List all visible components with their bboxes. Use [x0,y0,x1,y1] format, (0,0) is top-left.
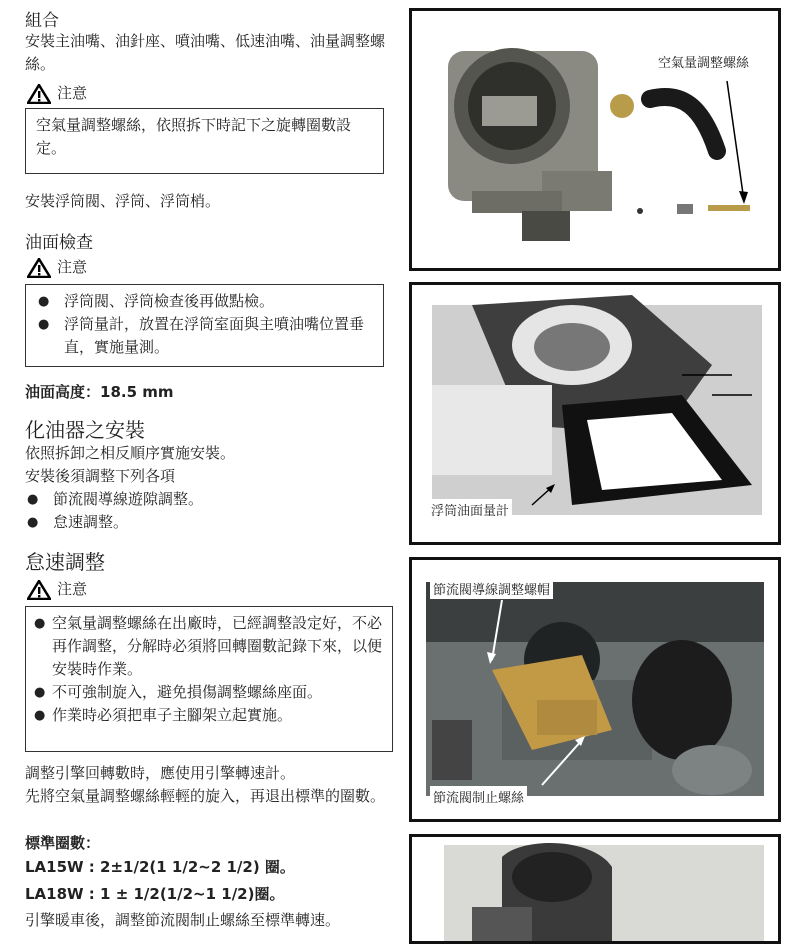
label-throttle-stop-screw: 節流閥制止螺絲 [430,786,527,807]
list-item: ● 節流閥導線遊隙調整。 [27,490,204,508]
figure-float-gauge [409,282,781,545]
list-item: ● 浮筒閥、浮筒檢查後再做點檢。 [38,292,275,310]
oil-level-heading: 油面檢查 [25,233,93,253]
install-line2: 安裝後須調整下列各項 [25,467,176,485]
list-item: ● 空氣量調整螺絲在出廠時，已經調整設定好，不必再作調整，分解時必須將回轉圈數記錄下來，以便安裝時作業。 [34,614,383,678]
idle-heading: 怠速調整 [25,550,105,574]
list-item: ● 不可強制旋入，避免損傷調整螺絲座面。 [34,683,323,701]
caution-label-3 [27,578,87,601]
idle-caution-box [25,606,393,752]
list-item: ● 作業時必須把車子主腳架立起實施。 [34,706,293,724]
list-item: ● 怠速調整。 [27,513,129,531]
warning-icon [27,580,51,600]
warning-icon [27,84,51,104]
caution-label [27,82,87,105]
oil-level-caution-box [25,284,384,367]
caution-box-text: 空氣量調整螺絲，依照拆下時記下之旋轉圈數設定。 [36,116,352,157]
idle-para1: 調整引擎回轉數時，應使用引擎轉速計。 [25,764,296,782]
list-item: ● 浮筒量計，放置在浮筒室面與主噴油嘴位置垂直，實施量測。 [38,315,365,356]
figure-4-photo [412,837,778,941]
caution-text: 注意 [57,258,88,276]
figure-carburetor-parts [409,8,781,271]
idle-final: 引擎暖車後，調整節流閥制止螺絲至標準轉速。 [25,911,341,929]
warning-icon [27,258,51,278]
float-install-text: 安裝浮筒閥、浮筒、浮筒梢。 [25,192,221,210]
caution-label-2 [27,256,87,279]
install-line1: 依照拆卸之相反順序實施安裝。 [25,444,236,462]
figure-throttle-adjust [409,557,781,822]
oil-height-value: 油面高度：18.5 mm [25,383,174,401]
la15w-spec: LA15W : 2±1/2(1 1/2~2 1/2) 圈。 [25,858,295,876]
assembly-body: 安裝主油嘴、油針座、噴油嘴、低速油嘴、油量調整螺絲。 [25,32,386,73]
figure-4 [409,834,781,944]
caution-text: 注意 [57,84,88,102]
label-float-gauge: 浮筒油面量計 [428,499,512,520]
label-throttle-cable-nut: 節流閥導線調整螺帽 [430,578,553,599]
carburetor-photo [412,11,778,268]
caution-box [25,108,384,174]
std-turns-label: 標準圈數： [25,834,101,852]
la18w-spec: LA18W : 1 ± 1/2(1/2~1 1/2)圈。 [25,885,285,903]
idle-para2: 先將空氣量調整螺絲輕輕的旋入，再退出標準的圈數。 [25,787,386,805]
label-air-screw: 空氣量調整螺絲 [655,51,752,72]
assembly-heading: 組合 [25,11,59,31]
caution-text: 注意 [57,580,88,598]
install-list [25,488,203,534]
install-heading: 化油器之安裝 [25,418,145,442]
